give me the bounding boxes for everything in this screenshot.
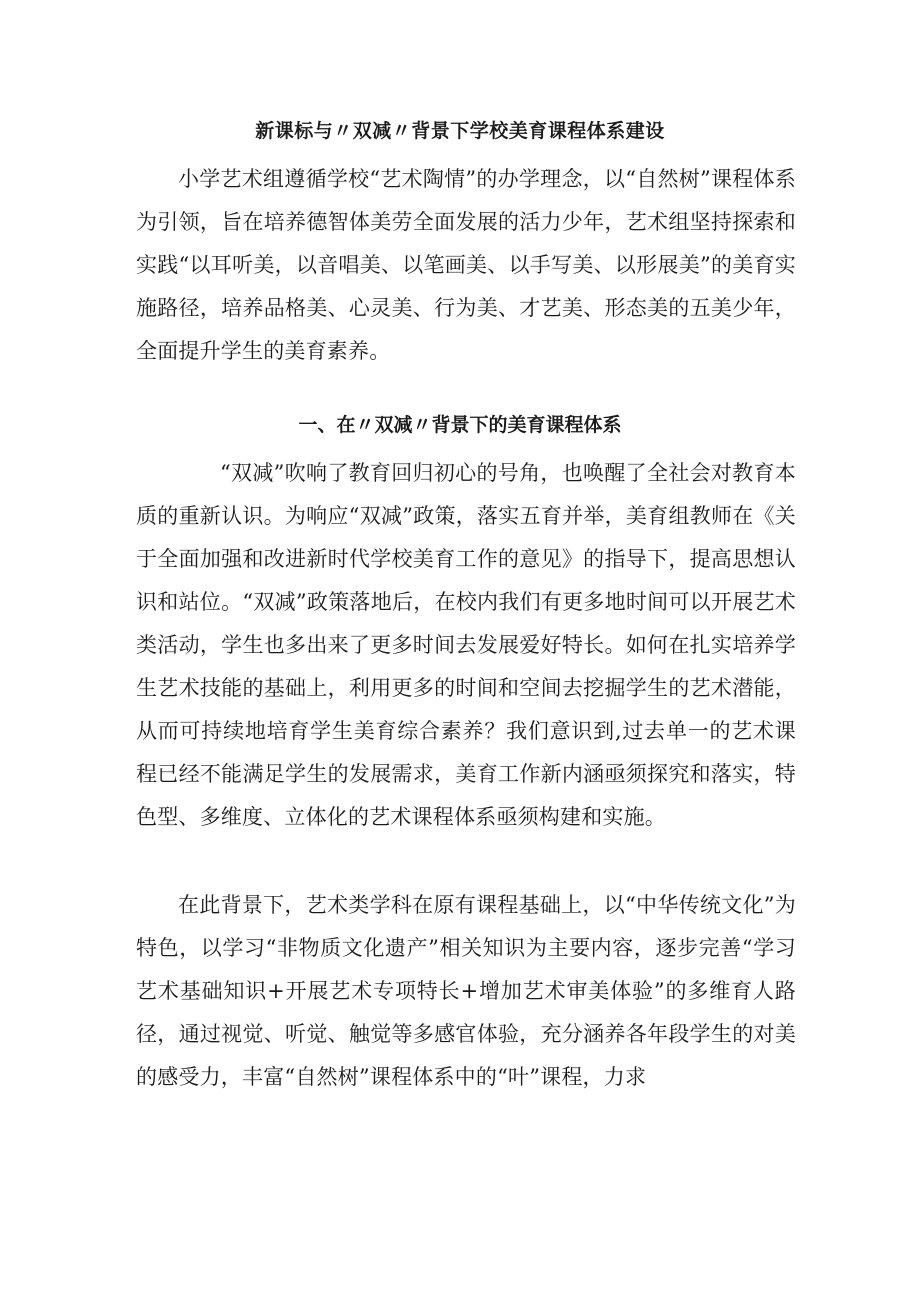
intro-paragraph: 小学艺术组遵循学校“艺术陶情”的办学理念，以“自然树”课程体系为引领，旨在培养德智体美劳全面发展的活力少年，艺术组坚持探索和实践“以耳听美，以音唱美、以笔画美、以手写美、以形展美”的美育实施路径，培养品格美、心灵美、行为美、才艺美、形态美的五美少年，全面提升学生的美育素养。: [136, 167, 796, 363]
document-title: 新课标与〃双减〃背景下学校美育课程体系建设: [255, 120, 665, 142]
body-paragraph: “双减”吹响了教育回归初心的号角，也唤醒了全社会对教育本质的重新认识。为响应“双减”政策，落实五育并举，美育组教师在《关于全面加强和改进新时代学校美育工作的意见》的指导下，提高思想认识和站位。“双减”政策落地后，在校内我们有更多地时间可以开展艺术类活动，学生也多出来了更多时间去发展爱好特长。如何在扎实培养学生艺术技能的基础上，利用更多的时间和空间去挖掘学生的艺术潜能，从而可持续地培育学生美育综合素养？我们意识到,过去单一的艺术课程已经不能满足学生的发展需求，美育工作新内涵亟须探究和落实，特色型、多维度、立体化的艺术课程体系亟须构建和实施。: [136, 461, 796, 829]
body-paragraph: 在此背景下，艺术类学科在原有课程基础上，以“中华传统文化”为特色，以学习“非物质文化遗产”相关知识为主要内容，逐步完善“学习艺术基础知识+开展艺术专项特长+增加艺术审美体验”的多维育人路径，通过视觉、听觉、触觉等多感官体验，充分涵养各年段学生的对美的感受力，丰富“自然树”课程体系中的“叶”课程，力求: [136, 893, 796, 1089]
section-heading: 一、在〃双减〃背景下的美育课程体系: [298, 414, 622, 436]
